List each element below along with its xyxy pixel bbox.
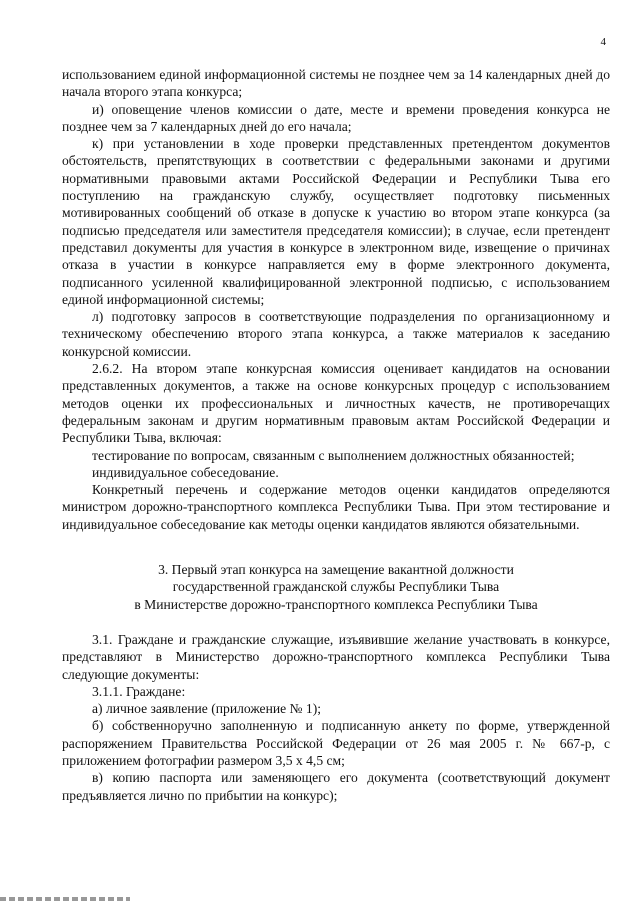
paragraph-item-a: а) личное заявление (приложение № 1); bbox=[92, 701, 322, 717]
paragraph-item-b: б) собственноручно заполненную и подписанную анкету по форме, утвержденной распоряжением Правительства Российской Федерации от 26 мая 2005 г. № 667-р, с приложением фотографии размером 3,5 х 4,5 см; bbox=[62, 718, 610, 768]
page-number: 4 bbox=[600, 36, 606, 48]
spacer bbox=[62, 533, 610, 561]
paragraph-testing: тестирование по вопросам, связанным с выполнением должностных обязанностей; bbox=[92, 447, 575, 463]
paragraph-3-1-1: 3.1.1. Граждане: bbox=[92, 683, 186, 699]
document-body bbox=[62, 66, 610, 804]
paragraph-methods: Конкретный перечень и содержание методов оценки кандидатов определяются министром дорожно-транспортного комплекса Республики Тыва. При этом тестирование и индивидуальное собеседование как методы оценки кандидатов являются обязательными. bbox=[62, 482, 610, 532]
spacer bbox=[62, 613, 610, 631]
scan-edge-mark bbox=[0, 897, 130, 901]
paragraph-continuation: использованием единой информационной системы не позднее чем за 14 календарных дней до начала второго этапа конкурса; bbox=[62, 67, 610, 100]
paragraph-3-1: 3.1. Граждане и гражданские служащие, изъявившие желание участвовать в конкурсе, представляют в Министерство дорожно-транспортного комплекса Республики Тыва следующие документы: bbox=[62, 631, 610, 682]
section-heading-line-2: государственной гражданской службы Республики Тыва bbox=[172, 579, 500, 595]
section-heading-line-3: в Министерстве дорожно-транспортного комплекса Республики Тыва bbox=[134, 596, 538, 612]
paragraph-item-l: л) подготовку запросов в соответствующие подразделения по организационному и техническому обеспечению второго этапа конкурса, а также материалов к заседанию конкурсной комиссии. bbox=[62, 309, 610, 359]
paragraph-item-k: к) при установлении в ходе проверки представленных претендентом документов обстоятельств, препятствующих в соответствии с федеральными законами и другими нормативными правовыми актами Российской Федерации и Республики Тыва его поступлению на гражданскую службу, осуществляет подготовку письменных мотивированных сообщений об отказе в допуске к участию во втором этапе конкурса (за подписью председателя или заместителя председателя комиссии); в случае, если претендент представил документы для участия в конкурсе в электронном виде, извещение о причинах отказа в участии в конкурсе направляется ему в форме электронного документа, подписанного усиленной квалифицированной электронной подписью, с использованием единой информационной системы; bbox=[62, 136, 610, 307]
paragraph-item-i: и) оповещение членов комиссии о дате, месте и времени проведения конкурса не позднее чем за 7 календарных дней до его начала; bbox=[62, 101, 610, 134]
paragraph-2-6-2: 2.6.2. На втором этапе конкурсная комиссия оценивает кандидатов на основании представленных документов, а также на основе конкурсных процедур с использованием методов оценки их профессиональных и личностных качеств, не противоречащих федеральным законам и другим нормативным правовым актам Российской Федерации и Республики Тыва, включая: bbox=[62, 361, 610, 446]
section-heading-line-1: 3. Первый этап конкурса на замещение вакантной должности bbox=[158, 562, 514, 578]
paragraph-interview: индивидуальное собеседование. bbox=[92, 464, 279, 480]
paragraph-item-v: в) копию паспорта или заменяющего его документа (соответствующий документ предъявляется лично по прибытии на конкурс); bbox=[62, 770, 610, 803]
